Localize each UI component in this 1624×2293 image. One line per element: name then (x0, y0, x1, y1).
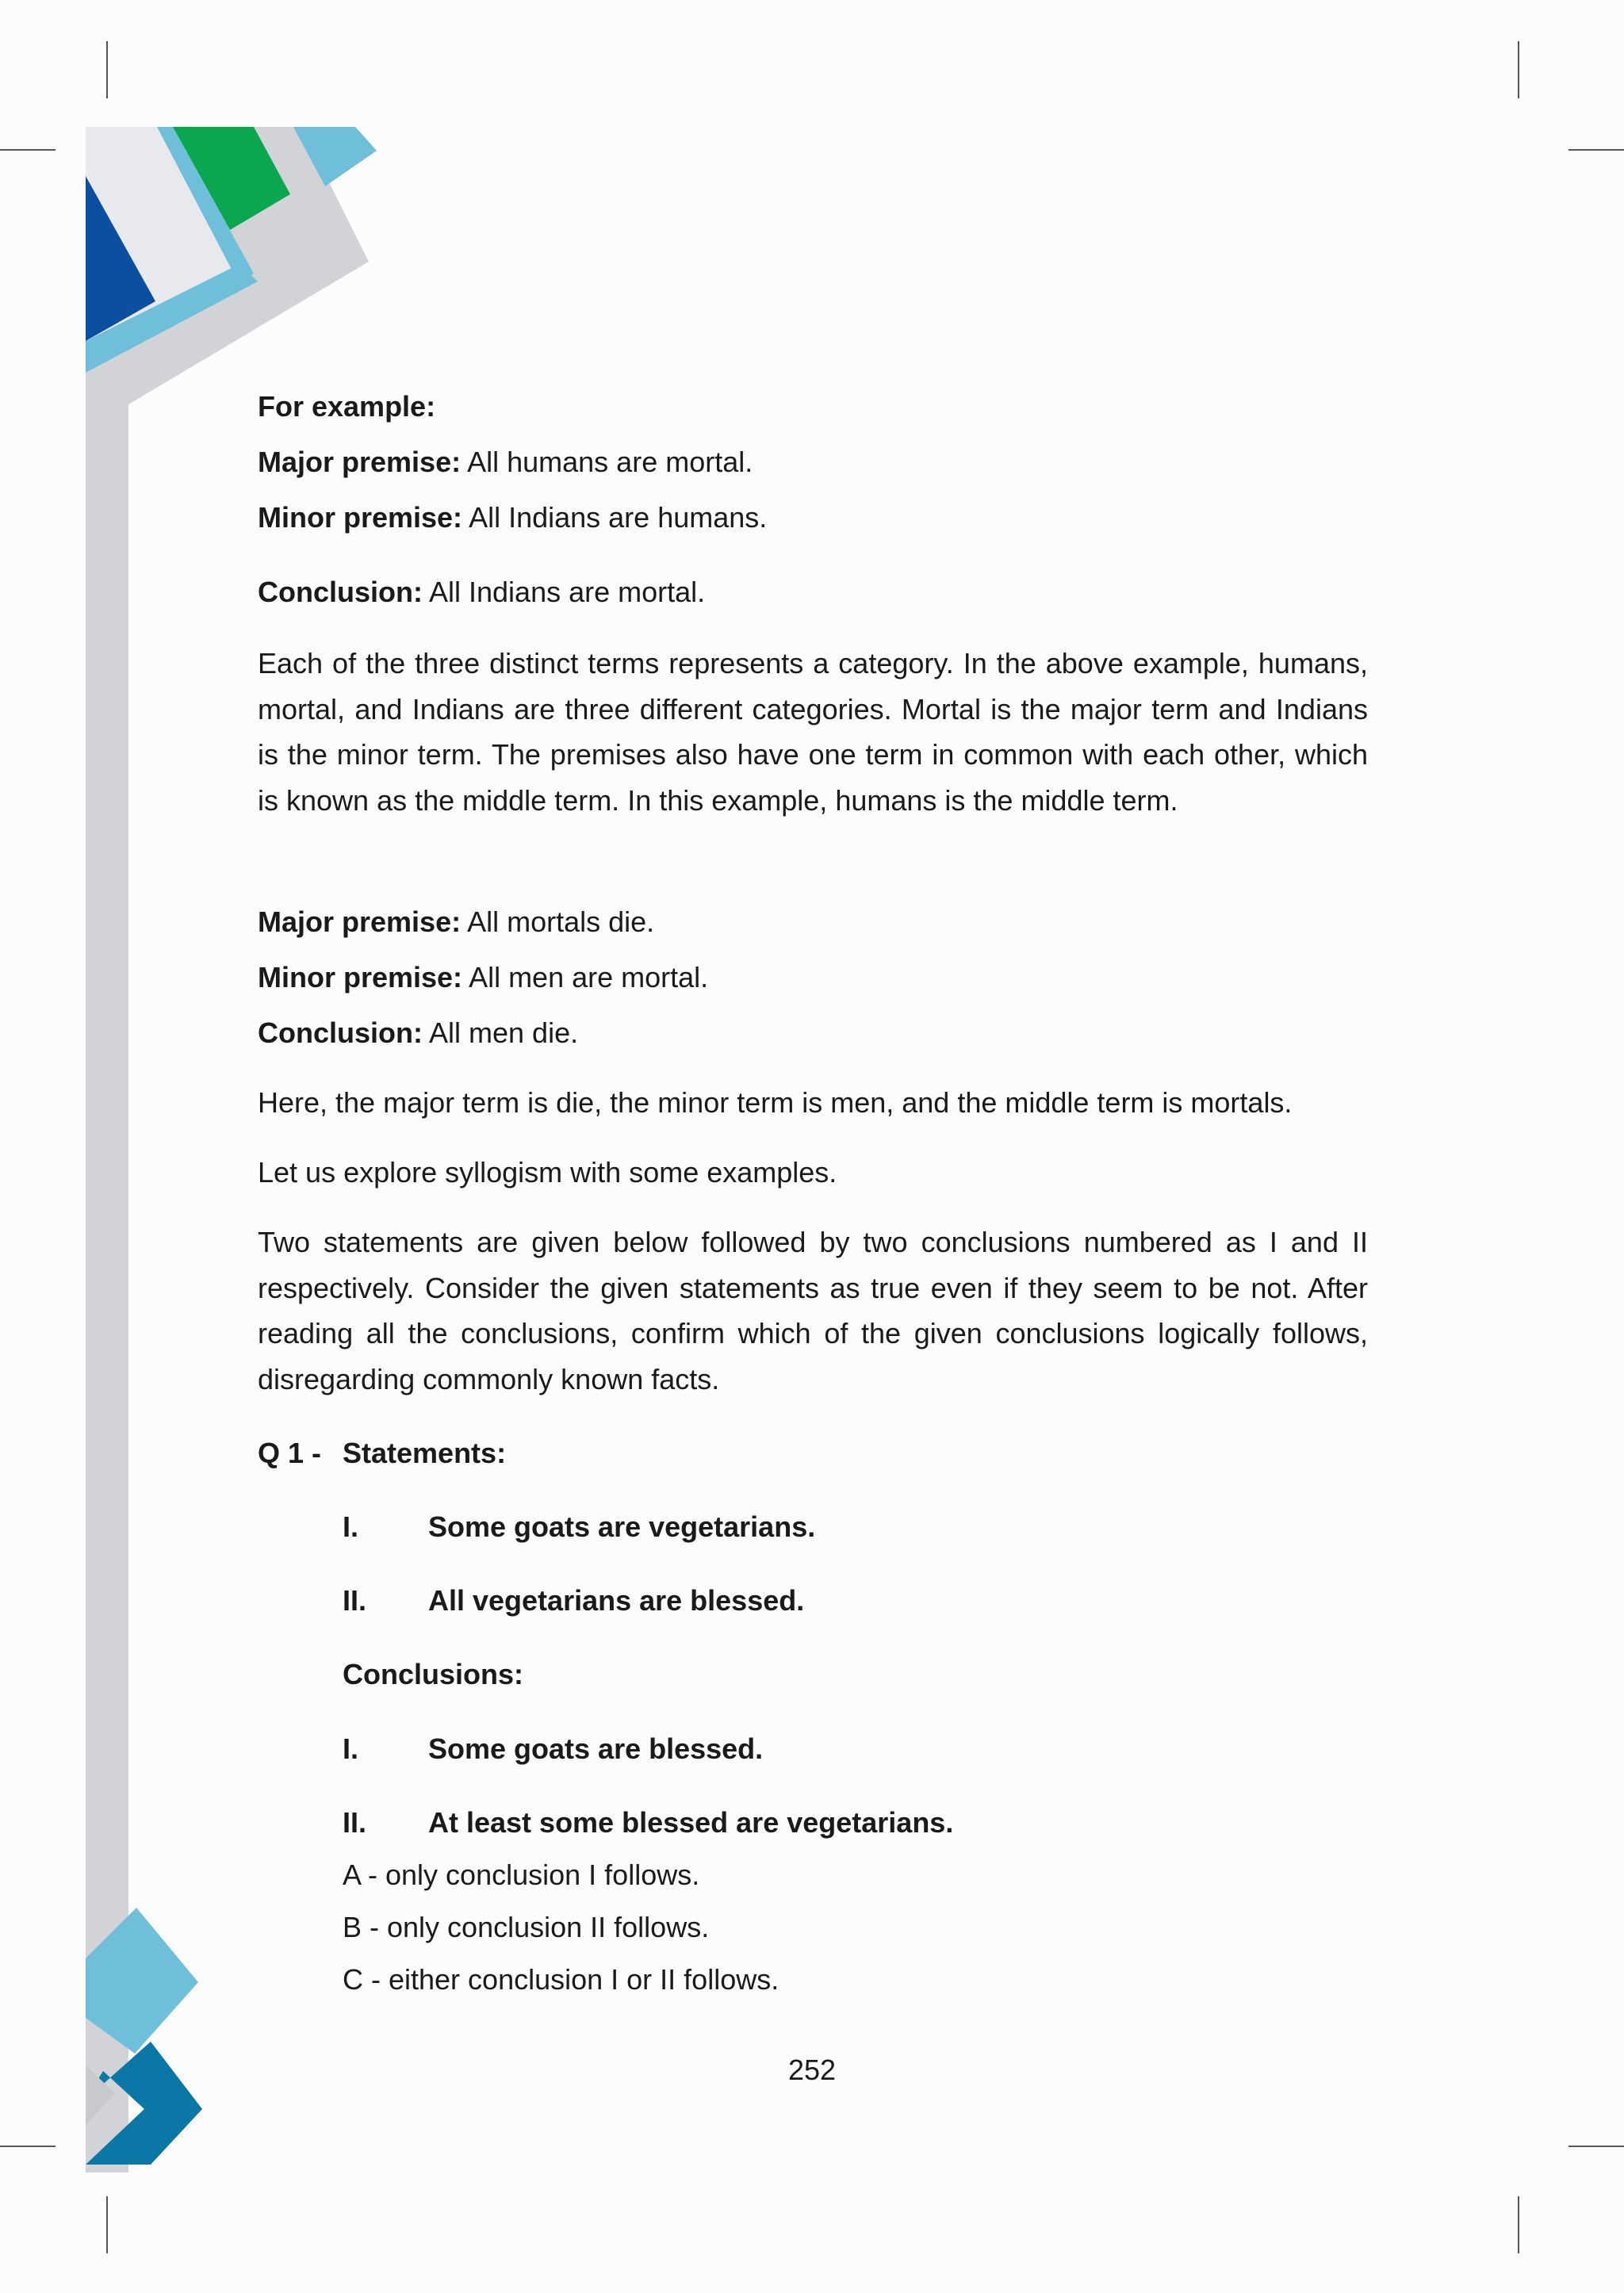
question-number: Q 1 - (258, 1437, 322, 1469)
conclusion-numeral: I. (343, 1732, 359, 1765)
minor-premise-label: Minor premise: (258, 961, 463, 993)
example-heading: For example: (258, 390, 436, 423)
major-premise-text: All mortals die. (461, 905, 655, 938)
major-premise-label: Major premise: (258, 905, 462, 938)
example1-conclusion (258, 576, 705, 609)
statement-numeral: I. (343, 1510, 359, 1543)
example2-conclusion (258, 1016, 578, 1050)
conclusion-text: All men die. (422, 1016, 579, 1049)
paragraph-terms: Each of the three distinct terms represents a category. In the above example, humans, mortal, and Indians are three different categories. Mortal is the major term and Indians is the minor term. The premises also have one term in common with each other, which is known as the middle term. In this example, humans is the middle term. (258, 647, 1368, 817)
major-premise-label: Major premise: (258, 446, 462, 478)
option-a: A - only conclusion I follows. (343, 1859, 700, 1891)
minor-premise-text: All men are mortal. (462, 961, 709, 993)
option-c: C - either conclusion I or II follows. (343, 1963, 779, 1996)
example2-major-premise (258, 905, 654, 939)
minor-premise-label: Minor premise: (258, 501, 463, 534)
example2-minor-premise (258, 961, 708, 994)
paragraph-terms-identified: Here, the major term is die, the minor term is men, and the middle term is mortals. (258, 1086, 1293, 1119)
statement-text: All vegetarians are blessed. (428, 1584, 805, 1617)
example1-major-premise (258, 446, 753, 479)
conclusion-text: All Indians are mortal. (422, 576, 706, 608)
minor-premise-text: All Indians are humans. (462, 501, 768, 534)
conclusion-label: Conclusion: (258, 1016, 423, 1049)
page-number: 252 (787, 2054, 837, 2086)
conclusion-numeral: II. (343, 1806, 367, 1839)
conclusion-item-text: Some goats are blessed. (428, 1732, 764, 1765)
statements-heading: Statements: (343, 1437, 507, 1469)
major-premise-text: All humans are mortal. (461, 446, 753, 478)
side-band (86, 127, 128, 2172)
paragraph-instructions: Two statements are given below followed by two conclusions numbered as I and II respectively. Consider the given statements as true even if they seem to be not. After reading all the conclusions, confirm which of the given conclusions logically follows, disregarding commonly known facts. (258, 1226, 1368, 1395)
option-b: B - only conclusion II follows. (343, 1911, 710, 1943)
conclusions-heading: Conclusions: (343, 1658, 524, 1690)
example1-minor-premise (258, 501, 767, 534)
conclusion-label: Conclusion: (258, 576, 423, 608)
paragraph-explore: Let us explore syllogism with some examples. (258, 1156, 837, 1189)
conclusion-item-text: At least some blessed are vegetarians. (428, 1806, 954, 1839)
statement-text: Some goats are vegetarians. (428, 1510, 816, 1543)
statement-numeral: II. (343, 1584, 367, 1617)
